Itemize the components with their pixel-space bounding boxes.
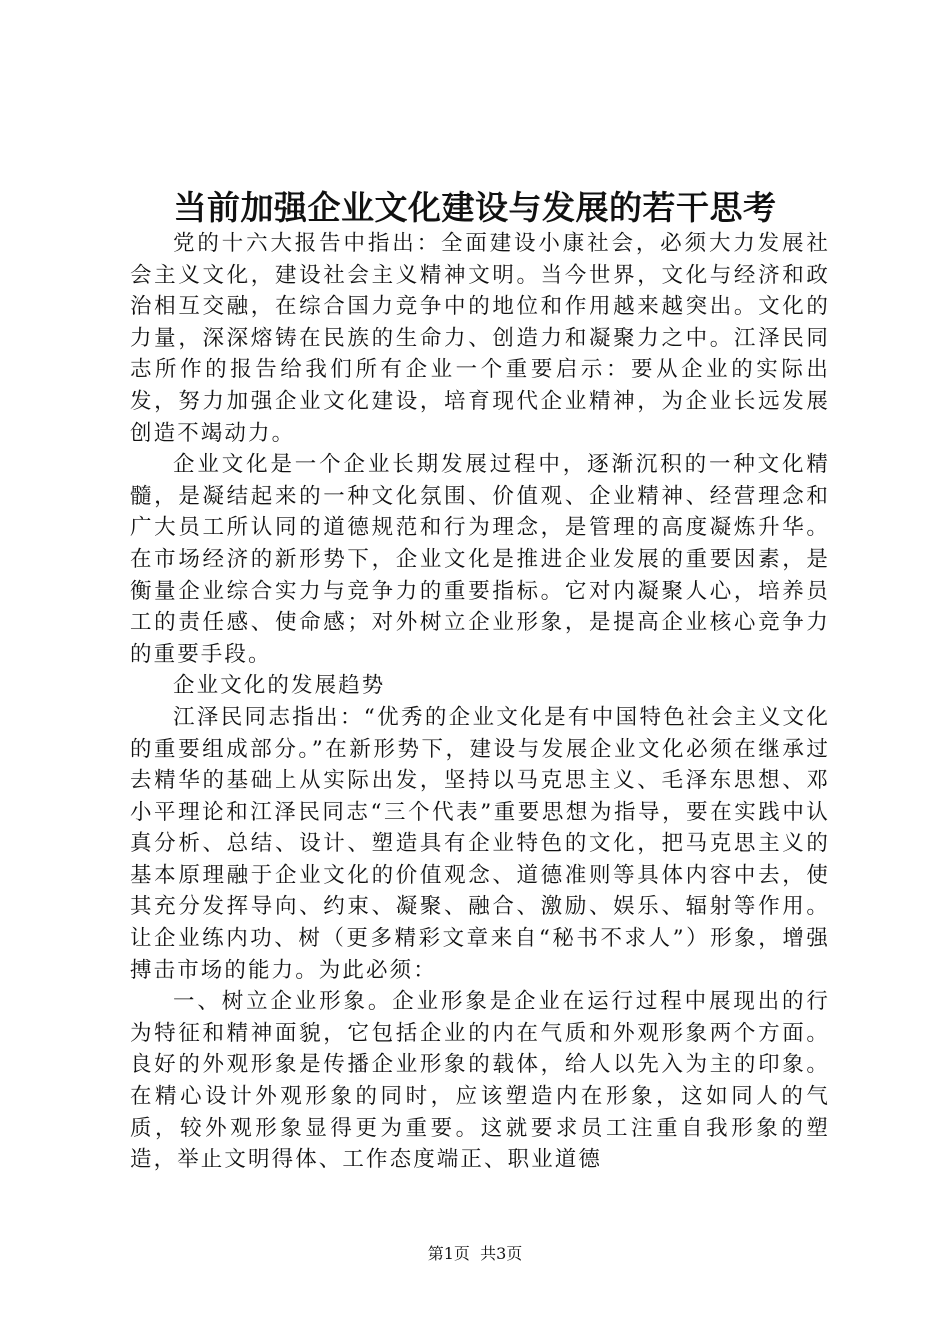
- section-heading: 企业文化的发展趋势: [173, 673, 386, 699]
- document-title: 当前加强企业文化建设与发展的若干思考: [173, 188, 777, 227]
- document-body: [130, 228, 830, 1176]
- page-footer: 第1页 共3页: [427, 1244, 523, 1263]
- paragraph-1: 党的十六大报告中指出：全面建设小康社会，必须大力发展社会主义文化，建设社会主义精神文明。当今世界，文化与经济和政治相互交融，在综合国力竞争中的地位和作用越来越突出。文化的力量，深深熔铸在民族的生命力、创造力和凝聚力之中。江泽民同志所作的报告给我们所有企业一个重要启示：要从企业的实际出发，努力加强企业文化建设，培育现代企业精神，为企业长远发展创造不竭动力。: [130, 231, 830, 446]
- paragraph-2: 企业文化是一个企业长期发展过程中，逐渐沉积的一种文化精髓，是凝结起来的一种文化氛围、价值观、企业精神、经营理念和广大员工所认同的道德规范和行为理念，是管理的高度凝炼升华。在市场经济的新形势下，企业文化是推进企业发展的重要因素，是衡量企业综合实力与竞争力的重要指标。它对内凝聚人心，培养员工的责任感、使命感；对外树立企业形象，是提高企业核心竞争力的重要手段。: [130, 452, 830, 667]
- paragraph-3: 江泽民同志指出：“优秀的企业文化是有中国特色社会主义文化的重要组成部分。”在新形势下，建设与发展企业文化必须在继承过去精华的基础上从实际出发，坚持以马克思主义、毛泽东思想、邓小平理论和江泽民同志“三个代表”重要思想为指导，要在实践中认真分析、总结、设计、塑造具有企业特色的文化，把马克思主义的基本原理融于企业文化的价值观念、道德准则等具体内容中去，使其充分发挥导向、约束、凝聚、融合、激励、娱乐、辐射等作用。让企业练内功、树（更多精彩文章来自“秘书不求人”）形象，增强搏击市场的能力。为此必须：: [130, 704, 830, 983]
- paragraph-4: 一、树立企业形象。企业形象是企业在运行过程中展现出的行为特征和精神面貌，它包括企业的内在气质和外观形象两个方面。良好的外观形象是传播企业形象的载体，给人以先入为主的印象。在精心设计外观形象的同时，应该塑造内在形象，这如同人的气质，较外观形象显得更为重要。这就要求员工注重自我形象的塑造，举止文明得体、工作态度端正、职业道德: [130, 989, 830, 1173]
